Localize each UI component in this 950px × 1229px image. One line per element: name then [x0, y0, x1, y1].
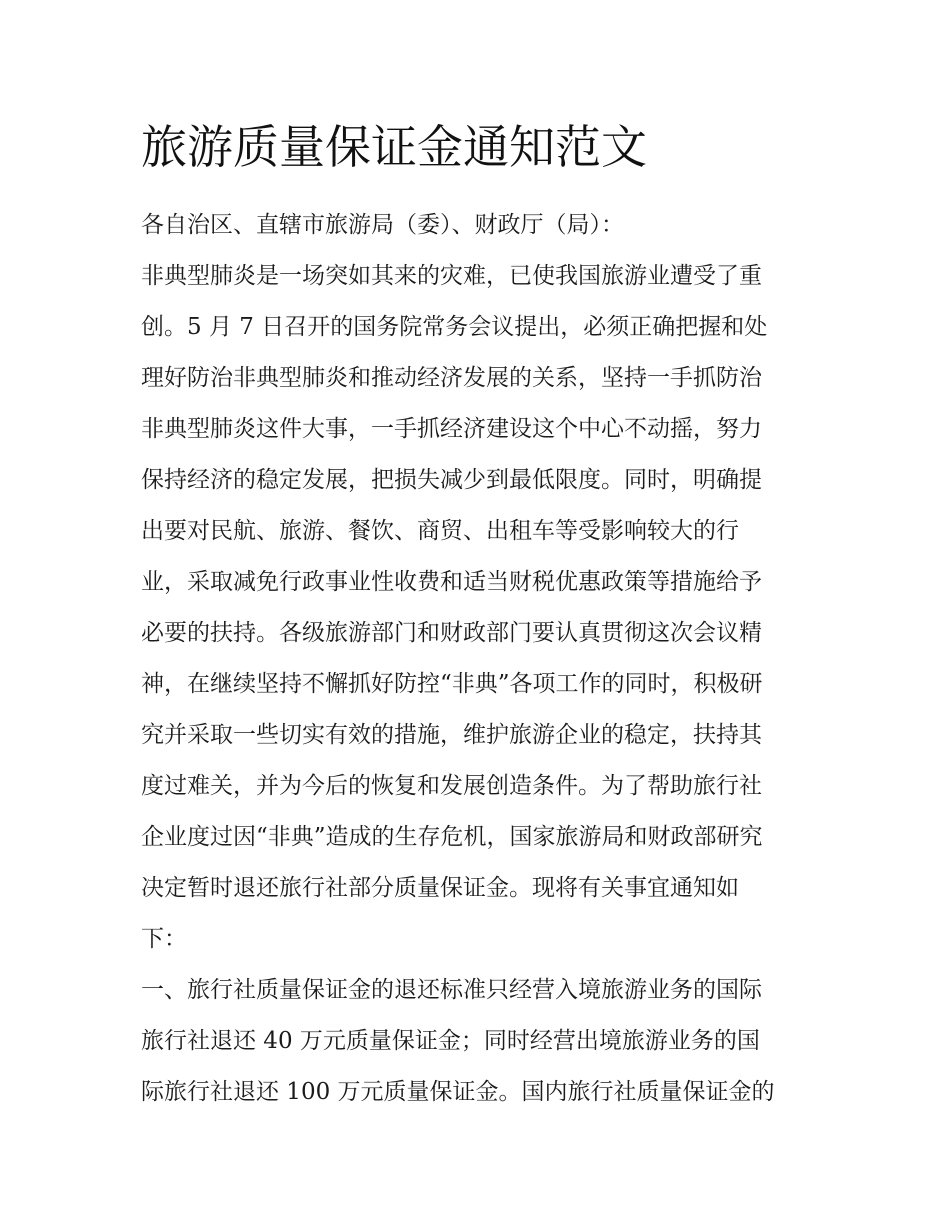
- text-line: 非典型肺炎这件大事，一手抓经济建设这个中心不动摇，努力: [141, 416, 762, 442]
- document-title: 旅游质量保证金通知范文: [141, 120, 647, 174]
- text-line: 保持经济的稳定发展，把损失减少到最低限度。同时，明确提: [141, 467, 762, 493]
- text-line: 各自治区、直辖市旅游局（委）、财政厅（局）：: [141, 212, 624, 238]
- text-line: 业，采取减免行政事业性收费和适当财税优惠政策等措施给予: [141, 569, 762, 595]
- text-line: 度过难关，并为今后的恢复和发展创造条件。为了帮助旅行社: [141, 773, 762, 799]
- text-line: 一、旅行社质量保证金的退还标准只经营入境旅游业务的国际: [141, 977, 762, 1003]
- document-body: [141, 112, 821, 1118]
- text-line: 决定暂时退还旅行社部分质量保证金。现将有关事宜通知如: [141, 875, 739, 901]
- text-line: 旅行社退还 40 万元质量保证金；同时经营出境旅游业务的国: [141, 1028, 760, 1054]
- text-line: 神，在继续坚持不懈抓好防控“非典”各项工作的同时，积极研: [141, 671, 763, 697]
- text-line: 必要的扶持。各级旅游部门和财政部门要认真贯彻这次会议精: [141, 620, 762, 646]
- text-line: 理好防治非典型肺炎和推动经济发展的关系，坚持一手抓防治: [141, 365, 762, 391]
- text-line: 非典型肺炎是一场突如其来的灾难，已使我国旅游业遭受了重: [141, 263, 762, 289]
- text-line: 下：: [141, 926, 187, 952]
- text-line: 企业度过因“非典”造成的生存危机，国家旅游局和财政部研究: [141, 824, 763, 850]
- text-line: 际旅行社退还 100 万元质量保证金。国内旅行社质量保证金的: [141, 1079, 775, 1105]
- text-line: 究并采取一些切实有效的措施，维护旅游企业的稳定，扶持其: [141, 722, 762, 748]
- text-line: 创。5 月 7 日召开的国务院常务会议提出，必须正确把握和处: [141, 314, 768, 340]
- text-line: 出要对民航、旅游、餐饮、商贸、出租车等受影响较大的行: [141, 518, 739, 544]
